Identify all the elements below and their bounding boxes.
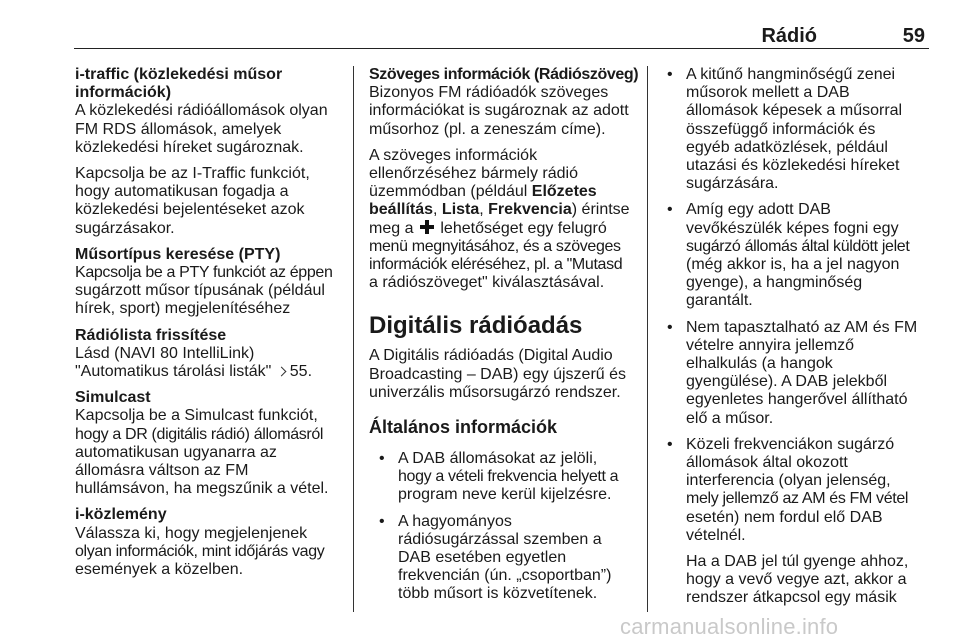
text-line: Kapcsolja be a Simulcast funkciót, — [75, 407, 318, 425]
text-line: vevőkészülék képes fogni egy — [686, 219, 899, 237]
text-line: a rádiószöveget" kiválasztásával. — [369, 274, 605, 292]
ui-term-preset-cont: beállítás — [369, 201, 434, 219]
column-divider-left — [353, 66, 354, 612]
text-line: A szöveges információk — [369, 146, 538, 164]
list-item — [661, 319, 931, 428]
text-span: üzemmódban (például — [369, 183, 528, 201]
plus-icon — [420, 220, 434, 234]
header-rule — [74, 48, 929, 49]
text-line: olyan információk, mint időjárás vagy — [75, 542, 325, 560]
column-right — [661, 66, 931, 616]
text-line: Broadcasting – DAB) egy újszerű és — [369, 365, 627, 383]
text-line: mely jellemző az AM és FM vétel — [686, 490, 909, 508]
text-line: Bizonyos FM rádióadók szöveges — [369, 84, 609, 102]
text-span: "Automatikus tárolási listák" — [75, 363, 272, 381]
text-line: • A DAB állomásokat az jelöli, — [398, 450, 598, 468]
list-item — [369, 513, 635, 604]
text-line — [75, 363, 347, 381]
separator: , — [433, 201, 442, 219]
text-line — [369, 220, 635, 238]
text-line: program neve kerül kijelzésre. — [398, 486, 612, 504]
paragraph-itraffic-enable — [75, 165, 347, 238]
text-line: elő a műsor. — [686, 409, 774, 427]
text-line: egyenletes hangerővel állítható — [686, 391, 908, 409]
text-line: hogy a vételi frekvencia helyett a — [398, 468, 619, 486]
heading-line: i-traffic (közlekedési műsor — [75, 66, 283, 83]
ui-term-list: Lista — [441, 201, 480, 219]
column-divider-right — [647, 66, 648, 612]
text-line: FM RDS állomások, amelyek — [75, 120, 282, 138]
section-simulcast — [75, 389, 347, 498]
subsection-title-general: Általános információk — [369, 417, 558, 438]
text-line: sugárzott műsor típusának (például — [75, 282, 325, 300]
text-line: közlekedési bejelentéseket azok — [75, 201, 305, 219]
separator: , — [479, 201, 489, 219]
text-line: állomások képesek a műsorral — [686, 102, 903, 120]
text-line: vételnél. — [686, 526, 746, 544]
text-line: hogy a vevő vegye azt, akkor a — [686, 571, 907, 589]
paragraph-weak-signal — [661, 553, 931, 608]
text-line: ellenőrzéséhez bármely rádió — [369, 165, 578, 183]
bullet-list-dab — [369, 450, 635, 604]
text-span: ) érintse — [571, 201, 630, 219]
text-line: közlekedési híreket sugároznak. — [75, 138, 304, 156]
text-line: DAB esetében egyetlen — [398, 549, 567, 567]
text-span: meg a — [369, 219, 414, 237]
text-line: • Közeli frekvenciákon sugárzó — [686, 435, 895, 453]
text-line: műsorok mellett a DAB — [686, 84, 850, 102]
page-reference[interactable]: 55. — [289, 363, 313, 381]
text-line: összefüggő információk és — [686, 120, 876, 138]
text-line: rádiósugárzással szemben a — [398, 530, 602, 548]
text-line: sugárzó állomás által küldött jelet — [686, 237, 910, 255]
text-line: univerzális műsorsugárzó rendszer. — [369, 383, 621, 401]
list-item — [661, 66, 931, 193]
heading-radiotext: Szöveges információk (Rádiószöveg) — [369, 66, 639, 83]
list-item — [661, 201, 931, 310]
text-line: esetén) nem fordul elő DAB — [686, 508, 883, 526]
text-line: gyenge), a hangminőség — [686, 274, 863, 292]
heading-radio-list: Rádiólista frissítése — [75, 326, 227, 344]
text-line: műsorhoz (pl. a zeneszám címe). — [369, 120, 606, 138]
text-line: • A kitűnő hangminőségű zenei — [686, 66, 896, 83]
text-line: események a közelben. — [75, 561, 244, 579]
paragraph-dab-intro — [369, 347, 635, 402]
watermark: carmanualsonline.info — [620, 614, 839, 639]
text-line: vételre annyira jellemző — [686, 336, 855, 354]
page-header — [74, 0, 929, 47]
text-line: információk eléréséhez, pl. a "Mutasd — [369, 256, 623, 274]
text-line: interferencia (olyan jelenség, — [686, 472, 891, 490]
heading-line: információk) — [75, 84, 172, 102]
section-title-dab: Digitális rádióadás — [369, 312, 583, 340]
paragraph-radiotext-access — [369, 147, 635, 293]
section-notice — [75, 506, 347, 579]
text-line: állomások által okozott — [686, 454, 848, 472]
text-line: • A hagyományos — [398, 512, 512, 530]
bullet-list-dab-benefits — [661, 66, 931, 545]
page-number: 59 — [902, 25, 925, 47]
heading-itraffic — [75, 66, 347, 102]
text-line: hogy automatikusan fogadja a — [75, 183, 289, 201]
section-radiotext — [369, 66, 639, 139]
heading-simulcast: Simulcast — [75, 389, 151, 407]
text-line: Kapcsolja be az I-Traffic funkciót, — [75, 165, 310, 183]
section-radio-list — [75, 327, 347, 382]
column-left — [75, 66, 347, 587]
text-line: egyéb adatközlések, például — [686, 138, 888, 156]
text-line: gyengülése). A DAB jelekből — [686, 373, 888, 391]
text-line: elhalkulás (a hangok — [686, 355, 833, 373]
text-line: Kapcsolja be a PTY funkciót az éppen — [75, 264, 333, 282]
heading-pty: Műsortípus keresése (PTY) — [75, 245, 281, 263]
text-line: több műsort is közvetítenek. — [398, 585, 598, 603]
text-line: információkat is sugároznak az adott — [369, 102, 629, 120]
column-middle — [369, 66, 639, 612]
list-item — [369, 450, 635, 505]
text-line — [369, 201, 635, 219]
text-line: állomásra váltson az FM — [75, 462, 249, 480]
text-line: hullámsávon, ha megszűnik a vétel. — [75, 480, 329, 498]
text-line: frekvencián (ún. „csoportban”) — [398, 567, 612, 585]
text-line: Lásd (NAVI 80 IntelliLink) — [75, 344, 255, 362]
text-line — [369, 183, 635, 201]
text-line: sugárzásakor. — [75, 219, 175, 237]
section-itraffic — [75, 66, 347, 157]
text-line: rendszer átkapcsol egy másik — [686, 589, 897, 607]
text-line: hírek, sport) megjelenítéséhez — [75, 300, 291, 318]
text-line: garantált. — [686, 292, 753, 310]
page-reference-arrow-icon — [276, 366, 286, 376]
text-span: lehetőséget egy felugró — [440, 219, 607, 237]
text-line: automatikusan ugyanarra az — [75, 443, 277, 461]
text-line: Ha a DAB jel túl gyenge ahhoz, — [686, 553, 909, 571]
list-item — [661, 436, 931, 545]
text-line: utazási és közlekedési híreket — [686, 157, 900, 175]
heading-notice: i-közlemény — [75, 506, 167, 524]
text-line: • Nem tapasztalható az AM és FM — [686, 318, 918, 336]
text-line: Válassza ki, hogy megjelenjenek — [75, 524, 308, 542]
text-line: sugárzására. — [686, 175, 779, 193]
text-line: (még akkor is, ha a jel nagyon — [686, 256, 900, 274]
text-line: A Digitális rádióadás (Digital Audio — [369, 347, 613, 365]
section-pty — [75, 246, 347, 319]
text-line: hogy a DR (digitális rádió) állomásról — [75, 425, 324, 443]
ui-term-frequency: Frekvencia — [488, 201, 572, 219]
ui-term-preset: Előzetes — [531, 183, 597, 201]
text-line: menü megnyitásához, és a szöveges — [369, 237, 621, 255]
text-line: • Amíg egy adott DAB — [686, 201, 831, 219]
text-line: A közlekedési rádióállomások olyan — [75, 102, 328, 120]
running-title: Rádió — [761, 25, 817, 47]
